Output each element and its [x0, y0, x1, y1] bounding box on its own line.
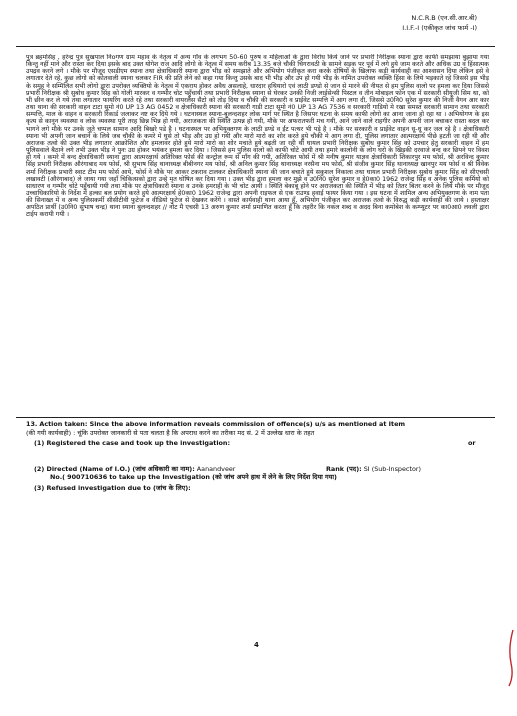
rank-label: Rank (पद): [326, 465, 362, 473]
top-divider [16, 46, 495, 47]
fir-narrative: पुत्र ब्रहमसिंह , हरेन्द्र पुत्र सुखपाल निoगण ग्राम महाव के नेतृत्व में अन्य गाँव के लगभग 50-60 पुरुष व महिलाओं के द्वारा विरोध किये जाने पर प्रभारी निरीक्षक स्याना द्वारा काफी समझाया बुझाया गया किन्तु नहीं माने और रास्ता कर दिया इसके बाद उक्त योगेश राज आदि लोगो के नेतृत्व में समय करीब 13.35 बजे चौकी चिंगरावठी के सामने सड़क पर पूर्व में लगे हुये जाम करते और अधिक उग्र व हिंसात्मक उपद्रव करने लगे । मौके पर मौजूद एसडीएम स्याना तथा क्षेत्राधिकारी स्याना द्वारा भीड़ को समझाते और अभियोग पंजीकृत करा करके दोषियों के खिलाफ कड़ी कार्यवाही का आश्वासन दिया लेकिन इसे वे लगातार देते रहे, कुछ लोगो को कोतवाली स्याना चलकर FIR की प्रति लेने को कहा गया किन्तु उसके बाद भी भीड़ और उप हो गयी भीड़ के नामित उपरोक्त व्यक्ति हिंसा के लिये भड़काते रहे जिससे इस भीड़ के समूह ने सम्मिलित सभी लोगो द्वारा उपरोक्त व्यक्तियो के नेतृत्व में एकराय होकर अवैध असलाहे, धारदार हथियारो एवं लाठी डण्डो से जान से मारने की नीयत से हम पुलिस वालो पर हमला कर दिया जिससे प्रभारी निरीक्षक श्री सुबोध कुमार सिंह को गोली मारकर व गम्भीर चोट पहुँचायी तथा प्रभारी निरीक्षक स्याना से घेरकर उनकी निजी लाईसेन्सी पिस्टल व तीन मोबाइल फोन एक में सरकारी सीयूजी सिम था, को भी छीन कर ले गये तथा लगातार फायरिंग करते रहे तथा सरकारी वायरलैस सैटो को तोड़ दिया व चौकी की सरकारी व प्राईवेट सम्पत्ति में आग लगा दी, जिससे उ0नि0 सुरेश कुमार की निजी वैगन आर कार तथा थाना की सरकारी वाहन टाटा सूमो नं0 UP 13 AG 0452 व क्षेत्राधिकारी स्याना की सरकारी गाडी टाटा सूमो नं0 UP 13 AG 7536 व सरकारी गाडियो मे रखा समस्त सरकारी सामान तथा सरकारी सम्पत्ति, माल के वाहन व सरकारी रिकार्ड जलाकर नष्ट कर दिये गये । घटनास्थल स्याना-बुलन्दशहर लोक मार्ग पर स्थित है जिसपर घटना के समय काफी लोगो का आना जाना हो रहा था । अभियोगण के इस कृत्य से कानून व्यवस्था व लोक व्यवस्था पूरी तरह छिन्न भिन्न हो गयी, अराजकता की स्थिति उत्पन्न हो गयी, मौके पर अफरातफरी मच गयी, आने जाने वाले राहगीर अपनी अपनी जान बचाकर रास्ता बदल कर भागने लगे मौके पर उनके जूते चप्पल सामान आदि बिखरे पडे है । घटनास्थल पर अभियुक्तगण के लाठी डण्डे व ईंट पत्थर भी पड़े है । मौके पर सरकारी व प्राईवेट वाहन धू-धू कर जल रहे है । क्षेत्राधिकारी स्याना भी अपनी जान बचाने के लिये जब चौकी के कमरे मे घुसे तो भीड़ और उग्र हो गयी और मारो मारो का शोर करते हुये चौकी मे आग लगा दी, पुलिस लगातार आत्मरक्षार्थ पीछे हटती जा रही थी और अराजक तत्वो की उक्त भीड़ लगातार आक्रोशित और हमलावर होते हुये मारो मारो का शोर मचाते हुये बढ़ती जा रही थी घायल प्रभारी निरीक्षक सुबोध कुमार सिंह को उपचार हेतु सरकारी वाहन में हम पुलिसवाले बैठाने लगे तभी उक्त भीड़ ने पुनः उग्र होकर भयंकर हमला कर दिया । जिससे हम पुलिस वालो को काफी चोटे आयी तथा हमारे कालोनी के लोग घरो के खिड़की दरवाजे बन्द कर छिपने पर विवश हो गये । कमरे में बन्द क्षेत्राधिकारी स्याना द्वारा आत्मरक्षार्थ अतिरिक्त फोर्स की कन्ट्रोल रूम से माँग की गयी, अतिरिक्त फोर्स में श्री मनीष कुमार याज्ञव क्षेत्राधिकारी शिकारपुर मय फोर्स, श्री अरविन्द कुमार सिंह प्रभारी निरीक्षक औरंगाबाद मय फोर्स, श्री सुभाष सिंह थानाध्यक्ष बीबीनगर मय फोर्स, श्री अनिल कुमार सिंह थानाध्यक्ष नरसैना मय फोर्स, श्री संजीव कुमार सिंह थानाध्यक्ष खानपुर मय फोर्स व श्री विवेक शर्मा निरीक्षक प्रभारी स्वाट टीम मय फोर्स आये, फोर्स ने मौके पर आकर टकराव टालकर क्षेत्राधिकारी स्याना की जान बचाते हुये सकुशल निकाला तथा घायल प्रभारी निरीक्षक सुबोध कुमार सिंह को सीएचसी लखावटी (औरंगाबाद) ले जाया गया जहाँ चिकित्सको द्वारा उन्हे मृत घोषित कर दिया गया । उक्त भीड़ द्वारा हमला कर मुझे व उ0नि0 सुरेश कुमार व हे0का0 1962 राजेन्द्र सिंह व अनेक पुलिस कर्मियो को साधारण व गम्भीर चोटे पहुँचायी गयी तथा मौके पर क्षेत्राधिकारी स्याना व उनके हमराही के भी चोट आयी । स्थिति बेकाबू होने पर अराजकता की स्थिति में भीड़ को तितर बितर करने के लिये मौके पर मौजूद उच्चाधिकारियो के निर्देश में हल्का बल प्रयोग करते हुये आत्मरक्षार्थ हे0का0 1962 राजेन्द्र द्वारा अपनी राइफल से एक राउण्ड हवाई फायर किया गया । इस घटना में शामिल अन्य अभियुक्तगण के नाम पता की सिनाख्त में व अन्य पुलिसकर्मी सीसीटीवी फुटेज व वीडियो फुटेज से देखकर करेंगे । वास्ते कार्यवाही थाना आया हूँ, अभियोग पंजीकृत कर अराजक तत्वो के विरुद्ध कड़ी कार्यवाही की जाये । हस्ताक्षर अपठित प्रार्थी (उ0नि0 सुभाष चन्द्र) थाना स्याना बुलन्दशहर // नोट मै एचसी 13 अरुण कुमार शर्मा प्रमाणित करता हूँ कि तहरीर कि नकल शब्द व अदद बिना कमोबेश के कम्प्यूटर पर का0आ0 लवली द्वारा टाईप करायी गयी । [26, 54, 489, 219]
item-1-registered: (1) Registered the case and took up the investigation: [34, 439, 231, 447]
section-number: 13. [26, 420, 38, 428]
section-13-title-en: Action taken: Since the above information reveals commission of offence(s) u/s as mentioned at Item [39, 420, 406, 428]
section-13-title-hindi: (की गयी कार्यवाही) : चूंकि उपरोक्त जानकारी से पता चलता है कि अपराध करने का तरीका मद सं. 2 में उल्लेख धारा के तहत [26, 429, 315, 437]
take-up-text: to take up the Investigation (को जांच अपने हाथ में लेने के लिए निर्देश दिया गया) [109, 473, 337, 481]
directed-label: (2) Directed (Name of I.O.) (जांच अधिकारी का नाम): [34, 465, 195, 473]
rank-value: SI (Sub-Inspector) [363, 465, 421, 473]
section-divider [16, 417, 495, 418]
io-name: Aanandveer [196, 465, 236, 473]
section-13-title [26, 420, 492, 428]
page-number: 4 [254, 641, 259, 649]
or-label: or [468, 439, 476, 447]
item-3-refused: (3) Refused investigation due to (जांच के लिए): [34, 484, 191, 492]
header-form-type: I.I.F.-I (एकीकृत जांच फार्म -I) [402, 24, 477, 32]
no-label: No.( [50, 473, 66, 481]
red-stamp-mark [505, 628, 515, 688]
header-ncrb: N.C.R.B (एन.सी.आर.बी) [411, 14, 477, 22]
rank-field [326, 465, 496, 473]
item-2-directed [34, 465, 304, 473]
io-number-line [50, 473, 490, 481]
no-value: 900710636 [67, 473, 108, 481]
